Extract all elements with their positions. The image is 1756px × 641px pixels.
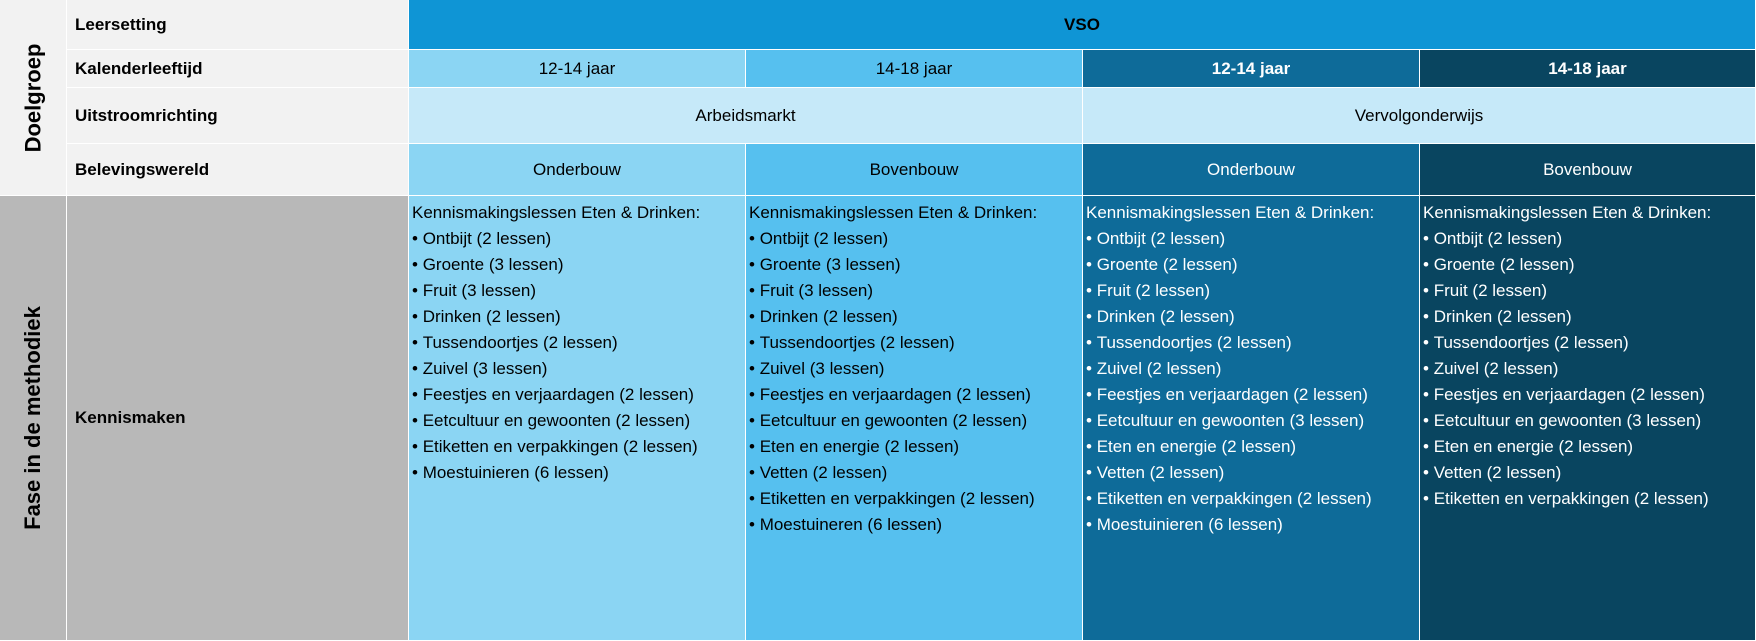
lesson-item: • Zuivel (3 lessen): [412, 356, 742, 382]
content-col-3: [1083, 196, 1420, 641]
lesson-item: • Feestjes en verjaardagen (2 lessen): [1086, 382, 1416, 408]
lesson-item: • Ontbijt (2 lessen): [412, 226, 742, 252]
doelgroep-text: Doelgroep: [20, 43, 46, 152]
uitstroom-vervolgonderwijs: Vervolgonderwijs: [1083, 88, 1756, 144]
lesson-item: • Etiketten en verpakkingen (2 lessen): [1423, 486, 1752, 512]
lesson-list: [412, 226, 742, 486]
lesson-item: • Drinken (2 lessen): [412, 304, 742, 330]
lesson-list: [749, 226, 1079, 538]
lesson-item: • Groente (3 lessen): [749, 252, 1079, 278]
lesson-item: • Drinken (2 lessen): [749, 304, 1079, 330]
lesson-item: • Fruit (3 lessen): [412, 278, 742, 304]
lesson-item: • Drinken (2 lessen): [1423, 304, 1752, 330]
lesson-item: • Vetten (2 lessen): [1423, 460, 1752, 486]
lesson-item: • Fruit (2 lessen): [1086, 278, 1416, 304]
lesson-item: • Eetcultuur en gewoonten (3 lessen): [1423, 408, 1752, 434]
lesson-item: • Feestjes en verjaardagen (2 lessen): [749, 382, 1079, 408]
row-label-uitstroomrichting: Uitstroomrichting: [67, 88, 409, 144]
content-col-2: [746, 196, 1083, 641]
lesson-item: • Eetcultuur en gewoonten (2 lessen): [749, 408, 1079, 434]
lesson-item: • Drinken (2 lessen): [1086, 304, 1416, 330]
lesson-item: • Eetcultuur en gewoonten (2 lessen): [412, 408, 742, 434]
lesson-item: • Eten en energie (2 lessen): [749, 434, 1079, 460]
lesson-item: • Eten en energie (2 lessen): [1423, 434, 1752, 460]
lesson-item: • Moestuinieren (6 lessen): [412, 460, 742, 486]
age-col-4: 14-18 jaar: [1420, 50, 1756, 88]
content-heading: Kennismakingslessen Eten & Drinken:: [749, 203, 1038, 222]
lesson-item: • Tussendoortjes (2 lessen): [1086, 330, 1416, 356]
fase-text: Fase in de methodiek: [20, 306, 46, 530]
lesson-item: • Tussendoortjes (2 lessen): [412, 330, 742, 356]
uitstroom-arbeidsmarkt: Arbeidsmarkt: [409, 88, 1083, 144]
lesson-item: • Moestuineren (6 lessen): [749, 512, 1079, 538]
lesson-item: • Ontbijt (2 lessen): [1423, 226, 1752, 252]
lesson-item: • Fruit (2 lessen): [1423, 278, 1752, 304]
doelgroep-group-label: [0, 0, 67, 196]
content-heading: Kennismakingslessen Eten & Drinken:: [1086, 203, 1375, 222]
lesson-item: • Tussendoortjes (2 lessen): [1423, 330, 1752, 356]
lesson-item: • Groente (2 lessen): [1086, 252, 1416, 278]
row-label-belevingswereld: Belevingswereld: [67, 144, 409, 196]
lesson-item: • Tussendoortjes (2 lessen): [749, 330, 1079, 356]
lesson-list: [1423, 226, 1752, 512]
content-col-4: [1420, 196, 1756, 641]
content-col-1: [409, 196, 746, 641]
age-col-2: 14-18 jaar: [746, 50, 1083, 88]
age-col-3: 12-14 jaar: [1083, 50, 1420, 88]
lesson-item: • Ontbijt (2 lessen): [749, 226, 1079, 252]
beleving-col-2: Bovenbouw: [746, 144, 1083, 196]
lesson-item: • Vetten (2 lessen): [1086, 460, 1416, 486]
row-label-kalenderleeftijd: Kalenderleeftijd: [67, 50, 409, 88]
lesson-item: • Ontbijt (2 lessen): [1086, 226, 1416, 252]
lesson-item: • Eten en energie (2 lessen): [1086, 434, 1416, 460]
content-heading: Kennismakingslessen Eten & Drinken:: [1423, 203, 1712, 222]
fase-group-label: [0, 196, 67, 641]
lesson-item: • Eetcultuur en gewoonten (3 lessen): [1086, 408, 1416, 434]
age-col-1: 12-14 jaar: [409, 50, 746, 88]
lesson-item: • Feestjes en verjaardagen (2 lessen): [412, 382, 742, 408]
lesson-item: • Groente (2 lessen): [1423, 252, 1752, 278]
row-label-leersetting: Leersetting: [67, 0, 409, 50]
lesson-item: • Feestjes en verjaardagen (2 lessen): [1423, 382, 1752, 408]
lesson-item: • Zuivel (2 lessen): [1423, 356, 1752, 382]
beleving-col-1: Onderbouw: [409, 144, 746, 196]
lesson-item: • Zuivel (2 lessen): [1086, 356, 1416, 382]
beleving-col-4: Bovenbouw: [1420, 144, 1756, 196]
lesson-item: • Etiketten en verpakkingen (2 lessen): [1086, 486, 1416, 512]
lesson-item: • Vetten (2 lessen): [749, 460, 1079, 486]
lesson-item: • Zuivel (3 lessen): [749, 356, 1079, 382]
lesson-item: • Moestuinieren (6 lessen): [1086, 512, 1416, 538]
lesson-list: [1086, 226, 1416, 538]
lesson-item: • Etiketten en verpakkingen (2 lessen): [749, 486, 1079, 512]
lesson-item: • Groente (3 lessen): [412, 252, 742, 278]
content-heading: Kennismakingslessen Eten & Drinken:: [412, 203, 701, 222]
row-label-kennismaken: Kennismaken: [67, 196, 409, 641]
lesson-item: • Fruit (3 lessen): [749, 278, 1079, 304]
lesson-item: • Etiketten en verpakkingen (2 lessen): [412, 434, 742, 460]
beleving-col-3: Onderbouw: [1083, 144, 1420, 196]
leersetting-vso: VSO: [409, 0, 1756, 50]
